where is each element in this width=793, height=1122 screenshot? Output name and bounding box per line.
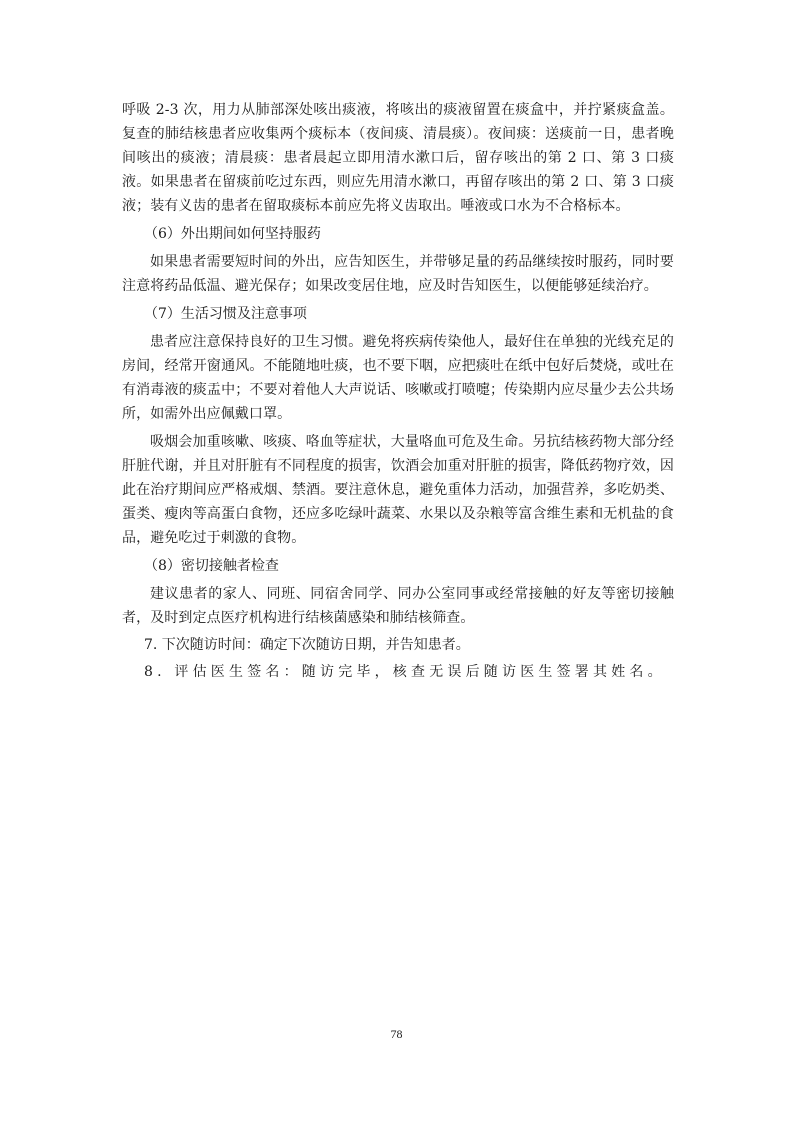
heading-medication-while-away: （6）外出期间如何坚持服药	[144, 226, 321, 242]
paragraph-smoking-drinking: 吸烟会加重咳嗽、咳痰、咯血等症状，大量咯血可危及生命。另抗结核药物大部分经肝脏代谢，并且对肝脏有不同程度的损害，饮酒会加重对肝脏的损害，降低药物疗效，因此在治疗期间应严格戒烟、禁酒。要注意休息，避免重体力活动，加强营养，多吃奶类、蛋类、瘦肉等高蛋白食物，还应多吃绿叶蔬菜、水果以及杂粮等富含维生素和无机盐的食品，避免吃过于刺激的食物。	[122, 434, 674, 546]
heading-lifestyle: （7）生活习惯及注意事项	[144, 306, 307, 322]
item-next-visit: 7. 下次随访时间：确定下次随访日期，并告知患者。	[144, 637, 470, 653]
paragraph-close-contacts: 建议患者的家人、同班、同宿舍同学、同办公室同事或经常接触的好友等密切接触者，及时到定点医疗机构进行结核菌感染和肺结核筛查。	[122, 586, 674, 626]
paragraph-sputum-collection: 呼吸 2-3 次，用力从肺部深处咳出痰液，将咳出的痰液留置在痰盒中，并拧紧痰盒盖。复查的肺结核患者应收集两个痰标本（夜间痰、清晨痰）。夜间痰：送痰前一日，患者晚间咳出的痰液；清晨痰：患者晨起立即用清水漱口后，留存咳出的第 2 口、第 3 口痰液。如果患者在留痰前吃过东西，则应先用清水漱口，再留存咳出的第 2 口、第 3 口痰液；装有义齿的患者在留取痰标本前应先将义齿取出。唾液或口水为不合格标本。	[122, 102, 674, 214]
paragraph-hygiene: 患者应注意保持良好的卫生习惯。避免将疾病传染他人，最好住在单独的光线充足的房间，经常开窗通风。不能随地吐痰，也不要下咽，应把痰吐在纸中包好后焚烧，或吐在有消毒液的痰盂中；不要对着他人大声说话、咳嗽或打喷嚏；传染期内应尽量少去公共场所，如需外出应佩戴口罩。	[122, 334, 674, 422]
body-text	[122, 98, 674, 684]
paragraph-medication-while-away: 如果患者需要短时间的外出，应告知医生，并带够足量的药品继续按时服药，同时要注意将药品低温、避光保存；如果改变居住地，应及时告知医生，以便能够延续治疗。	[122, 254, 674, 294]
item-doctor-signature: 8. 评估医生签名：随访完毕，核查无误后随访医生签署其姓名。	[144, 664, 666, 680]
page-number: 78	[390, 1027, 403, 1041]
heading-close-contacts: （8）密切接触者检查	[144, 558, 279, 574]
